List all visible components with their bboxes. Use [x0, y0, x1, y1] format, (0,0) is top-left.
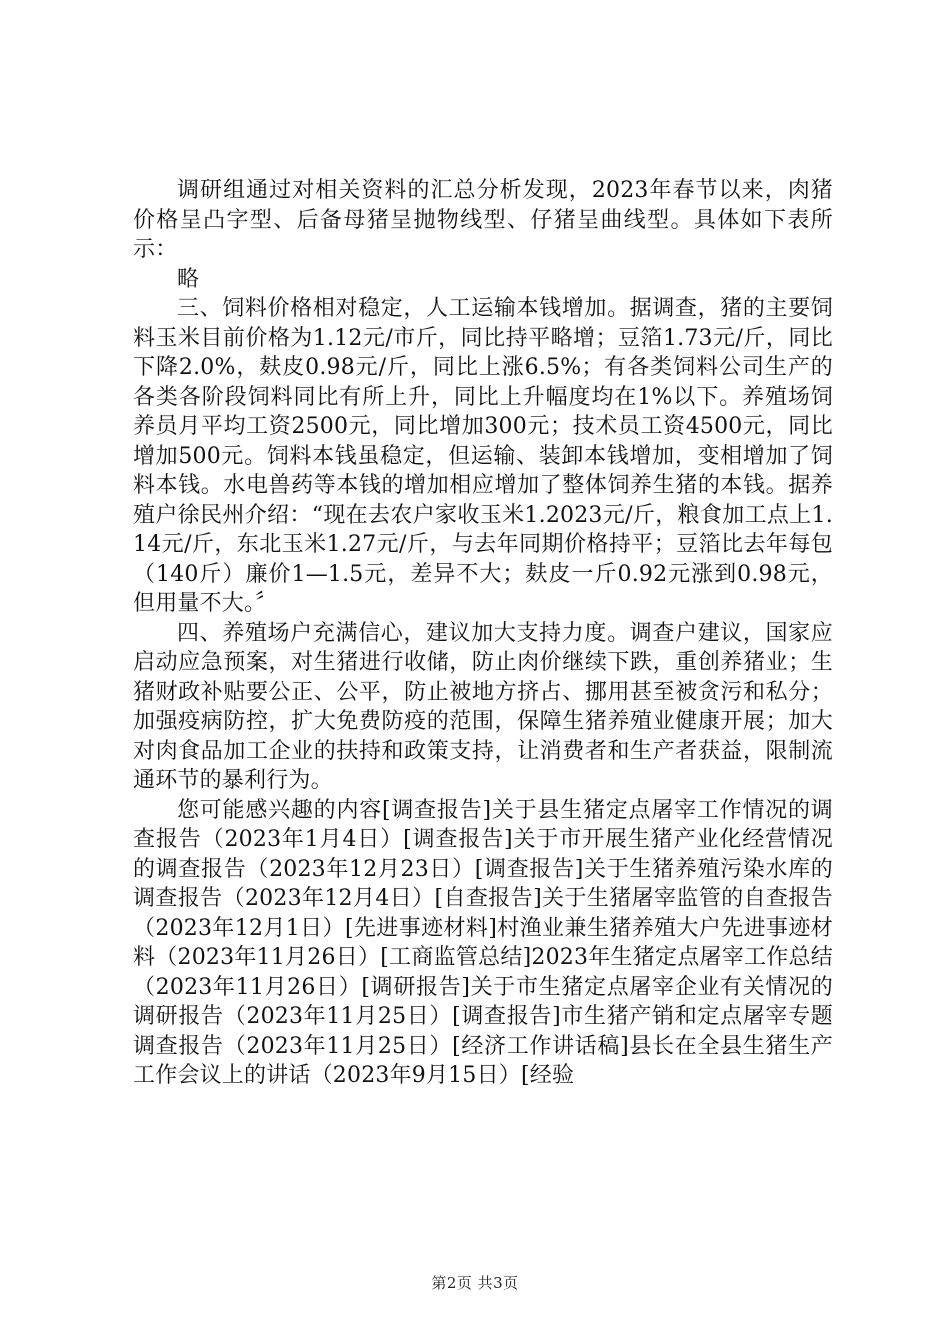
document-body [133, 176, 833, 1091]
paragraph-price-trends: 调研组通过对相关资料的汇总分析发现，2023年春节以来，肉猪价格呈凸字型、后备母猪呈抛物线型、仔猪呈曲线型。具体如下表所示： [133, 178, 833, 262]
paragraph-omitted-table: 略 [177, 266, 200, 292]
page-footer: 第2页 共3页 [431, 1274, 519, 1292]
paragraph-feed-costs: 三、饲料价格相对稳定，人工运输本钱增加。据调查，猪的主要饲料玉米目前价格为1.12元/市斤，同比持平略增；豆箔1.73元/斤，同比下降2.0%，麸皮0.98元/斤，同比上涨6.5%；有各类饲料公司生产的各类各阶段饲料同比有所上升，同比上升幅度均在1%以下。养殖场饲养员月平均工资2500元，同比增加300元；技术员工资4500元，同比增加500元。饲料本钱虽稳定，但运输、装卸本钱增加，变相增加了饲料本钱。水电兽药等本钱的增加相应增加了整体饲养生猪的本钱。据养殖户徐民州介绍：“现在去农户家收玉米1.2023元/斤，粮食加工点上1.14元/斤，东北玉米1.27元/斤，与去年同期价格持平；豆箔比去年每包（140斤）廉价1—1.5元，差异不大；麸皮一斤0.92元涨到0.98元，但用量不大。〞 [133, 296, 833, 616]
paragraph-farmer-suggestions: 四、养殖场户充满信心，建议加大支持力度。调查户建议，国家应启动应急预案，对生猪进行收储，防止肉价继续下跌，重创养猪业；生猪财政补贴要公正、公平，防止被地方挤占、挪用甚至被贪污和私分；加强疫病防控，扩大免费防疫的范围，保障生猪养殖业健康开展；加大对肉食品加工企业的扶持和政策支持，让消费者和生产者获益，限制流通环节的暴利行为。 [133, 620, 833, 793]
paragraph-related-content: 您可能感兴趣的内容[调查报告]关于县生猪定点屠宰工作情况的调查报告（2023年1月4日）[调查报告]关于市开展生猪产业化经营情况的调查报告（2023年12月23日）[调查报告]关于生猪养殖污染水库的调查报告（2023年12月4日）[自查报告]关于生猪屠宰监管的自查报告（2023年12月1日）[先进事迹材料]村渔业兼生猪养殖大户先进事迹材料（2023年11月26日）[工商监管总结]2023年生猪定点屠宰工作总结（2023年11月26日）[调研报告]关于市生猪定点屠宰企业有关情况的调研报告（2023年11月25日）[调查报告]市生猪产销和定点屠宰专题调查报告（2023年11月25日）[经济工作讲话稿]县长在全县生猪生产工作会议上的讲话（2023年9月15日）[经验 [133, 797, 833, 1088]
